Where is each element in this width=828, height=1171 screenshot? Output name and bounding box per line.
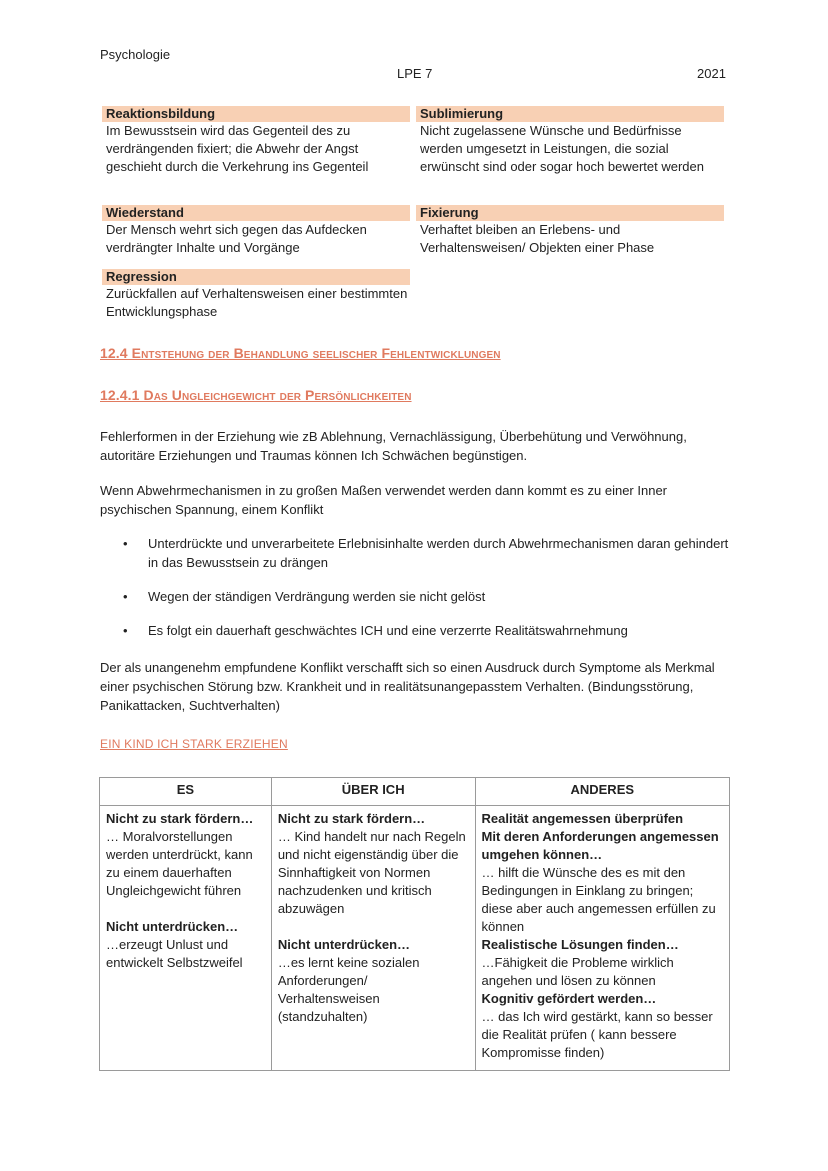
cell-bold: Nicht zu stark fördern… <box>106 811 254 826</box>
cell-bold: Nicht unterdrücken… <box>106 919 239 934</box>
term-text: Im Bewusstsein wird das Gegenteil des zu verdrängenden fixiert; die Abwehr der Angst geschieht durch die Verkehrung ins Gegenteil <box>106 123 369 174</box>
cell-bold: Kognitiv gefördert werden… <box>481 991 657 1006</box>
term-fixierung <box>416 205 724 257</box>
term-text: Verhaftet bleiben an Erlebens- und Verhaltensweisen/ Objekten einer Phase <box>420 222 655 255</box>
erziehung-table <box>99 777 730 1071</box>
term-text: Nicht zugelassene Wünsche und Bedürfnisse werden umgesetzt in Leistungen, die sozial erwünscht sind oder sogar hoch bewertet werden <box>420 123 704 174</box>
cell-text: …Fähigkeit die Probleme wirklich angehen und lösen zu können <box>481 955 674 988</box>
term-sublimierung <box>416 106 724 176</box>
term-title: Wiederstand <box>102 205 410 221</box>
term-regression <box>102 269 410 321</box>
cell-text: … Kind handelt nur nach Regeln und nicht eigenständig über die Sinnhaftigkeit von Normen nachzudenken und kritisch abzuwägen <box>277 829 466 916</box>
cell-bold: Nicht unterdrücken… <box>277 937 411 952</box>
list-item: • Es folgt ein dauerhaft geschwächtes ICH und eine verzerrte Realitätswahrnehmung <box>120 621 730 640</box>
bullet-list <box>120 534 730 655</box>
header-course: LPE 7 <box>397 66 433 81</box>
header-subject: Psychologie <box>100 47 171 62</box>
paragraph-3: Der als unangenehm empfundene Konflikt verschafft sich so einen Ausdruck durch Symptome als Merkmal einer psychischen Störung bzw. Krankheit und in realitätsunangepasstem Verhalten. (Bindungsstörung, Panikattacken, Suchtverhalten) <box>100 660 715 713</box>
term-text: Der Mensch wehrt sich gegen das Aufdecken verdrängter Inhalte und Vorgänge <box>106 222 367 255</box>
column-header-ueber-ich: ÜBER ICH <box>271 778 475 806</box>
link-heading[interactable]: EIN KIND ICH STARK ERZIEHEN <box>100 737 288 751</box>
cell-text: … Moralvorstellungen werden unterdrückt, kann zu einem dauerhaften Ungleichgewicht führen <box>106 829 253 898</box>
cell-bold: Mit deren Anforderungen angemessen umgehen können… <box>481 829 719 862</box>
cell-text: …erzeugt Unlust und entwickelt Selbstzweifel <box>106 937 243 970</box>
cell-text: … das Ich wird gestärkt, kann so besser die Realität prüfen ( kann bessere Kompromisse finden) <box>481 1009 713 1060</box>
term-title: Fixierung <box>416 205 724 221</box>
cell-bold: Realität angemessen überprüfen <box>481 811 684 826</box>
paragraph-2: Wenn Abwehrmechanismen in zu großen Maßen verwendet werden dann kommt es zu einer Inner psychischen Spannung, einem Konflikt <box>100 483 667 517</box>
header-year: 2021 <box>697 66 726 81</box>
term-title: Sublimierung <box>416 106 724 122</box>
table-row <box>100 806 730 1071</box>
cell-bold: Nicht zu stark fördern… <box>277 811 426 826</box>
cell-bold: Realistische Lösungen finden… <box>481 937 679 952</box>
cell-es <box>100 806 272 1071</box>
term-text: Zurückfallen auf Verhaltensweisen einer bestimmten Entwicklungsphase <box>106 286 408 319</box>
column-header-anderes: ANDERES <box>475 778 729 806</box>
list-item: • Wegen der ständigen Verdrängung werden sie nicht gelöst <box>120 587 730 606</box>
term-title: Regression <box>102 269 410 285</box>
column-header-es: ES <box>100 778 272 806</box>
subsection-heading: 12.4.1 Das Ungleichgewicht der Persönlichkeiten <box>100 387 412 403</box>
section-heading: 12.4 Entstehung der Behandlung seelischer Fehlentwicklungen <box>100 345 501 361</box>
cell-anderes <box>475 806 729 1071</box>
term-wiederstand <box>102 205 410 257</box>
paragraph-1: Fehlerformen in der Erziehung wie zB Ablehnung, Vernachlässigung, Überbehütung und Verwöhnung, autoritäre Erziehungen und Traumas können Ich Schwächen begünstigen. <box>100 429 687 463</box>
cell-text: … hilft die Wünsche des es mit den Bedingungen in Einklang zu bringen; diese aber auch angemessen erfüllen zu können <box>481 865 716 934</box>
cell-text: …es lernt keine sozialen Anforderungen/ Verhaltensweisen (standzuhalten) <box>277 955 420 1024</box>
term-title: Reaktionsbildung <box>102 106 410 122</box>
term-reaktionsbildung <box>102 106 410 176</box>
cell-ueber-ich <box>271 806 475 1071</box>
list-item: • Unterdrückte und unverarbeitete Erlebnisinhalte werden durch Abwehrmechanismen daran gehindert in das Bewusstsein zu drängen <box>120 534 730 572</box>
